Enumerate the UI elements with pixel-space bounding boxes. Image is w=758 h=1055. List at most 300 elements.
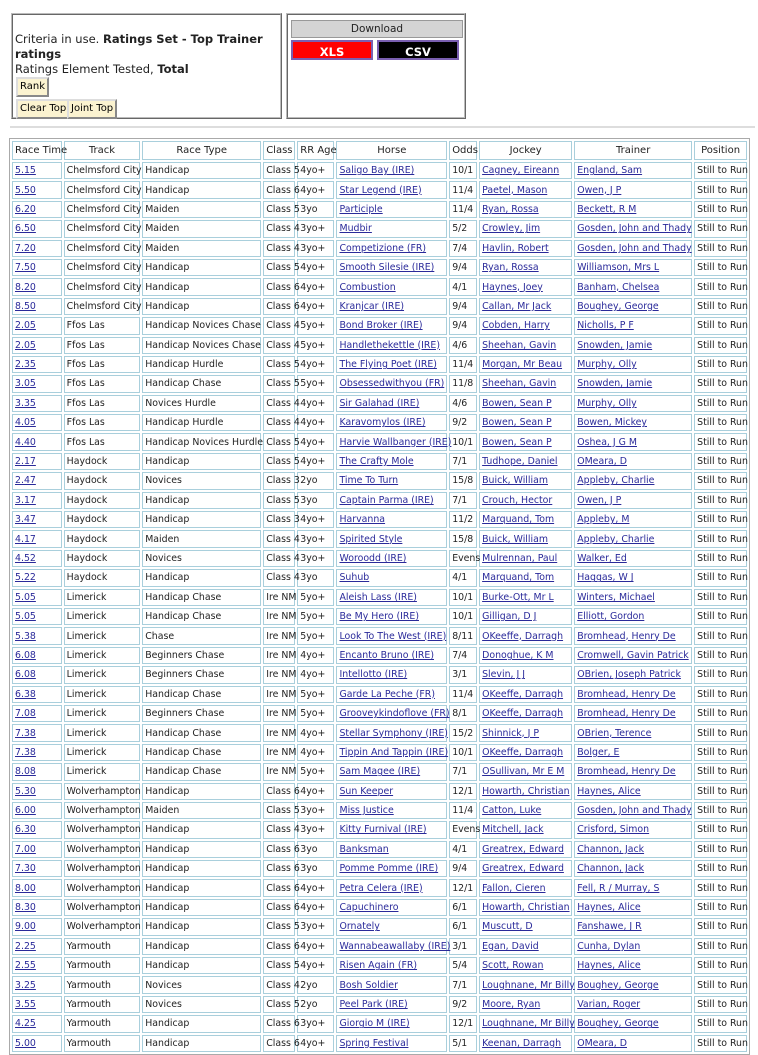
cell-horse <box>336 356 447 373</box>
trainer-link[interactable]: Bromhead, Henry De <box>577 708 676 720</box>
trainer-link[interactable]: Bromhead, Henry De <box>577 688 676 700</box>
jockey-link[interactable]: Donoghue, K M <box>482 649 554 661</box>
horse-link[interactable]: Obsessedwithyou (FR) <box>339 378 445 390</box>
cell-odds: 9/4 <box>449 860 477 877</box>
jockey-link[interactable]: OKeeffe, Darragh <box>482 688 564 700</box>
race-time-link[interactable]: 7.00 <box>15 843 36 855</box>
cell-jockey <box>479 918 572 935</box>
race-time-link[interactable]: 7.20 <box>15 242 36 254</box>
cell-position: Still to Run <box>694 627 747 644</box>
horse-link[interactable]: Harvanna <box>339 514 386 526</box>
cell-trainer <box>574 1035 692 1052</box>
cell-race-time <box>12 472 62 489</box>
cell-jockey <box>479 938 572 955</box>
trainer-link[interactable]: Appleby, M <box>577 514 630 526</box>
race-time-link[interactable]: 4.40 <box>15 436 36 448</box>
horse-link[interactable]: Petra Celera (IRE) <box>339 882 423 894</box>
jockey-link[interactable]: Morgan, Mr Beau <box>482 359 563 371</box>
jockey-link[interactable]: Fallon, Cieren <box>482 882 546 894</box>
race-time-link[interactable]: 5.00 <box>15 1037 36 1049</box>
horse-link[interactable]: Kranjcar (IRE) <box>339 300 405 312</box>
jockey-link[interactable]: Gilligan, D J <box>482 611 537 623</box>
cell-trainer <box>574 976 692 993</box>
jockey-link[interactable]: Mitchell, Jack <box>482 824 544 836</box>
cell-track: Wolverhampton <box>64 821 141 838</box>
race-time-link[interactable]: 6.30 <box>15 824 36 836</box>
cell-track: Ffos Las <box>64 356 141 373</box>
trainer-link[interactable]: Cunha, Dylan <box>577 940 641 952</box>
cell-trainer <box>574 298 692 315</box>
cell-jockey <box>479 686 572 703</box>
cell-rr-age: 3yo+ <box>297 220 334 237</box>
horse-link[interactable]: Giorgio M (IRE) <box>339 1018 410 1030</box>
race-time-link[interactable]: 9.00 <box>15 921 36 933</box>
trainer-link[interactable]: Cromwell, Gavin Patrick <box>577 649 689 661</box>
trainer-link[interactable]: OMeara, D <box>577 1037 627 1049</box>
race-time-link[interactable]: 7.38 <box>15 727 36 739</box>
table-row <box>12 259 747 276</box>
cell-race-time <box>12 841 62 858</box>
cell-race-time <box>12 899 62 916</box>
jockey-link[interactable]: Loughnane, Mr Billy <box>482 979 575 991</box>
jockey-link[interactable]: Catton, Luke <box>482 805 542 817</box>
jockey-link[interactable]: Loughnane, Mr Billy <box>482 1018 575 1030</box>
race-time-link[interactable]: 3.47 <box>15 514 36 526</box>
cell-jockey <box>479 647 572 664</box>
jockey-link[interactable]: Haynes, Joey <box>482 281 543 293</box>
cell-jockey <box>479 841 572 858</box>
cell-trainer <box>574 259 692 276</box>
trainer-link[interactable]: Haynes, Alice <box>577 785 641 797</box>
cell-class: Class 6 <box>263 298 295 315</box>
cell-position: Still to Run <box>694 162 747 179</box>
trainer-link[interactable]: Winters, Michael <box>577 591 655 603</box>
xls-download-button[interactable]: XLS <box>291 40 373 60</box>
race-time-link[interactable]: 7.30 <box>15 863 36 875</box>
trainer-link[interactable]: OBrien, Terence <box>577 727 652 739</box>
horse-link[interactable]: Garde La Peche (FR) <box>339 688 435 700</box>
cell-horse <box>336 278 447 295</box>
cell-race-time <box>12 938 62 955</box>
cell-trainer <box>574 472 692 489</box>
horse-link[interactable]: Harvie Wallbanger (IRE) <box>339 436 452 448</box>
race-time-link[interactable]: 2.35 <box>15 359 36 371</box>
race-time-link[interactable]: 2.25 <box>15 940 36 952</box>
cell-rr-age: 2yo <box>297 976 334 993</box>
horse-link[interactable]: Intellotto (IRE) <box>339 669 408 681</box>
cell-odds: 11/4 <box>449 802 477 819</box>
trainer-link[interactable]: Crisford, Simon <box>577 824 650 836</box>
trainer-link[interactable]: Haynes, Alice <box>577 960 641 972</box>
jockey-link[interactable]: Burke-Ott, Mr L <box>482 591 554 603</box>
horse-link[interactable]: Sun Keeper <box>339 785 394 797</box>
trainer-link[interactable]: Snowden, Jamie <box>577 339 653 351</box>
horse-link[interactable]: Peel Park (IRE) <box>339 998 408 1010</box>
horse-link[interactable]: Sir Galahad (IRE) <box>339 397 420 409</box>
trainer-link[interactable]: Appleby, Charlie <box>577 475 655 487</box>
trainer-link[interactable]: Owen, J P <box>577 494 622 506</box>
cell-jockey <box>479 666 572 683</box>
race-time-link[interactable]: 3.35 <box>15 397 36 409</box>
cell-position: Still to Run <box>694 647 747 664</box>
jockey-link[interactable]: Slevin, J J <box>482 669 525 681</box>
horse-link[interactable]: Pomme Pomme (IRE) <box>339 863 439 875</box>
horse-link[interactable]: Star Legend (IRE) <box>339 184 422 196</box>
cell-race-time <box>12 608 62 625</box>
horse-link[interactable]: Grooveykindoflove (FR) <box>339 708 450 720</box>
cell-class: Class 5 <box>263 918 295 935</box>
race-time-link[interactable]: 4.52 <box>15 553 36 564</box>
jockey-link[interactable]: Cobden, Harry <box>482 320 550 332</box>
jockey-link[interactable]: Callan, Mr Jack <box>482 300 552 312</box>
cell-horse <box>336 220 447 237</box>
cell-jockey <box>479 589 572 606</box>
cell-jockey <box>479 705 572 722</box>
cell-race-time <box>12 647 62 664</box>
cell-horse <box>336 705 450 722</box>
table-row <box>12 511 747 528</box>
cell-race-type: Handicap <box>142 511 261 528</box>
race-time-link[interactable]: 6.08 <box>15 669 36 681</box>
cell-class: Class 4 <box>263 414 295 431</box>
jockey-link[interactable]: Marquand, Tom <box>482 572 555 584</box>
horse-link[interactable]: Encanto Bruno (IRE) <box>339 649 434 661</box>
trainer-link[interactable]: Boughey, George <box>577 1018 659 1030</box>
table-row <box>12 647 747 664</box>
cell-class: Ire NM <box>263 627 295 644</box>
cell-odds: 11/4 <box>449 181 477 198</box>
cell-track: Wolverhampton <box>64 783 141 800</box>
cell-position: Still to Run <box>694 957 747 974</box>
trainer-link[interactable]: Bromhead, Henry De <box>577 630 676 642</box>
cell-odds: 3/1 <box>449 938 477 955</box>
horse-link[interactable]: Woroodd (IRE) <box>339 553 407 564</box>
trainer-link[interactable]: OBrien, Joseph Patrick <box>577 669 681 681</box>
trainer-link[interactable]: Channon, Jack <box>577 863 645 875</box>
cell-position: Still to Run <box>694 860 747 877</box>
horse-link[interactable]: Spring Festival <box>339 1037 409 1049</box>
jockey-link[interactable]: Sheehan, Gavin <box>482 339 557 351</box>
cell-rr-age: 4yo+ <box>297 647 334 664</box>
race-time-link[interactable]: 3.05 <box>15 378 36 390</box>
trainer-link[interactable]: Bromhead, Henry De <box>577 766 676 778</box>
cell-track: Haydock <box>64 550 141 567</box>
horse-link[interactable]: Time To Turn <box>339 475 399 487</box>
horse-link[interactable]: Spirited Style <box>339 533 403 545</box>
cell-jockey <box>479 433 572 450</box>
trainer-link[interactable]: Boughey, George <box>577 300 659 312</box>
cell-race-type: Maiden <box>142 802 261 819</box>
horse-link[interactable]: Mudbir <box>339 223 372 235</box>
jockey-link[interactable]: OKeeffe, Darragh <box>482 708 564 720</box>
cell-rr-age: 2yo <box>297 472 334 489</box>
jockey-link[interactable]: Egan, David <box>482 940 539 952</box>
cell-horse <box>336 899 447 916</box>
race-time-link[interactable]: 5.05 <box>15 611 36 623</box>
race-time-link[interactable]: 3.55 <box>15 998 36 1010</box>
cell-odds: 11/2 <box>449 511 477 528</box>
jockey-link[interactable]: Paetel, Mason <box>482 184 548 196</box>
cell-odds: 11/4 <box>449 686 477 703</box>
race-time-link[interactable]: 7.08 <box>15 708 36 720</box>
jockey-link[interactable]: Crowley, Jim <box>482 223 541 235</box>
cell-rr-age: 5yo+ <box>297 705 334 722</box>
jockey-link[interactable]: OKeeffe, Darragh <box>482 630 564 642</box>
race-time-link[interactable]: 4.17 <box>15 533 36 545</box>
race-time-link[interactable]: 7.38 <box>15 746 36 758</box>
cell-horse <box>336 240 447 257</box>
cell-race-type: Beginners Chase <box>142 647 261 664</box>
header-race-time: Race Time <box>12 141 62 160</box>
cell-class: Class 5 <box>263 453 295 470</box>
cell-horse <box>336 783 447 800</box>
horse-link[interactable]: Combustion <box>339 281 396 293</box>
cell-race-type: Chase <box>142 627 261 644</box>
cell-track: Limerick <box>64 647 141 664</box>
ratings-set: Ratings Set - Top Trainer ratings <box>15 32 263 61</box>
trainer-link[interactable]: Gosden, John and Thady <box>577 223 692 235</box>
jockey-link[interactable]: Howarth, Christian <box>482 785 570 797</box>
race-time-link[interactable]: 8.30 <box>15 902 36 914</box>
trainer-link[interactable]: Fanshawe, J R <box>577 921 642 933</box>
jockey-link[interactable]: Marquand, Tom <box>482 514 555 526</box>
joint-top-button[interactable]: Joint Top <box>67 99 117 119</box>
race-time-link[interactable]: 5.05 <box>15 591 36 603</box>
cell-race-time <box>12 918 62 935</box>
race-time-link[interactable]: 5.38 <box>15 630 36 642</box>
cell-trainer <box>574 530 692 547</box>
race-time-link[interactable]: 3.17 <box>15 494 36 506</box>
header-odds: Odds <box>449 141 477 160</box>
race-time-link[interactable]: 5.15 <box>15 165 36 177</box>
cell-horse <box>336 860 447 877</box>
trainer-link[interactable]: Snowden, Jamie <box>577 378 653 390</box>
trainer-link[interactable]: Gosden, John and Thady <box>577 242 692 254</box>
trainer-link[interactable]: Banham, Chelsea <box>577 281 660 293</box>
horse-link[interactable]: Captain Parma (IRE) <box>339 494 434 506</box>
trainer-link[interactable]: Owen, J P <box>577 184 622 196</box>
cell-class: Ire NM <box>263 686 295 703</box>
horse-link[interactable]: Miss Justice <box>339 805 394 817</box>
horse-link[interactable]: Tippin And Tappin (IRE) <box>339 746 449 758</box>
jockey-link[interactable]: Buick, William <box>482 475 548 487</box>
jockey-link[interactable]: Bowen, Sean P <box>482 397 552 409</box>
cell-track: Yarmouth <box>64 938 141 955</box>
jockey-link[interactable]: Ryan, Rossa <box>482 203 539 215</box>
jockey-link[interactable]: Greatrex, Edward <box>482 843 564 855</box>
cell-jockey <box>479 550 572 567</box>
race-time-link[interactable]: 2.55 <box>15 960 36 972</box>
jockey-link[interactable]: Bowen, Sean P <box>482 436 552 448</box>
cell-odds: 12/1 <box>449 1015 477 1032</box>
cell-horse <box>336 608 447 625</box>
cell-track: Wolverhampton <box>64 899 141 916</box>
race-time-link[interactable]: 7.50 <box>15 262 36 274</box>
horse-link[interactable]: The Flying Poet (IRE) <box>339 359 437 371</box>
jockey-link[interactable]: Muscutt, D <box>482 921 533 933</box>
jockey-link[interactable]: Howarth, Christian <box>482 902 570 914</box>
jockey-link[interactable]: Bowen, Sean P <box>482 417 552 429</box>
rank-button[interactable]: Rank <box>16 77 49 97</box>
cell-trainer <box>574 181 692 198</box>
trainer-link[interactable]: Walker, Ed <box>577 553 627 564</box>
trainer-link[interactable]: Haggas, W J <box>577 572 634 584</box>
cell-jockey <box>479 414 572 431</box>
jockey-link[interactable]: Havlin, Robert <box>482 242 549 254</box>
trainer-link[interactable]: Elliott, Gordon <box>577 611 645 623</box>
jockey-link[interactable]: Crouch, Hector <box>482 494 553 506</box>
cell-class: Ire NM <box>263 647 295 664</box>
cell-trainer <box>574 589 692 606</box>
trainer-link[interactable]: Varian, Roger <box>577 998 641 1010</box>
cell-trainer <box>574 220 692 237</box>
header-class: Class <box>263 141 295 160</box>
jockey-link[interactable]: Scott, Rowan <box>482 960 544 972</box>
race-time-link[interactable]: 8.50 <box>15 300 36 312</box>
race-time-link[interactable]: 5.30 <box>15 785 36 797</box>
race-time-link[interactable]: 3.25 <box>15 979 36 991</box>
cell-race-time <box>12 783 62 800</box>
race-time-link[interactable]: 6.00 <box>15 805 36 817</box>
horse-link[interactable]: Saligo Bay (IRE) <box>339 165 415 177</box>
cell-odds: Evens <box>449 550 477 567</box>
clear-top-button[interactable]: Clear Top <box>16 99 70 119</box>
trainer-link[interactable]: Fell, R / Murray, S <box>577 882 660 894</box>
trainer-link[interactable]: England, Sam <box>577 165 643 177</box>
horse-link[interactable]: Capuchinero <box>339 902 399 914</box>
race-time-link[interactable]: 8.08 <box>15 766 36 778</box>
cell-jockey <box>479 356 572 373</box>
cell-odds: 4/1 <box>449 278 477 295</box>
horse-link[interactable]: Suhub <box>339 572 370 584</box>
cell-trainer <box>574 841 692 858</box>
trainer-link[interactable]: Bolger, E <box>577 746 620 758</box>
horse-link[interactable]: Karavomylos (IRE) <box>339 417 426 429</box>
horse-link[interactable]: Wannabeawallaby (IRE) <box>339 940 451 952</box>
jockey-link[interactable]: Buick, William <box>482 533 548 545</box>
table-row <box>12 433 747 450</box>
table-row <box>12 666 747 683</box>
race-time-link[interactable]: 4.05 <box>15 417 36 429</box>
cell-horse <box>336 957 447 974</box>
race-time-link[interactable]: 6.20 <box>15 203 36 215</box>
trainer-link[interactable]: Appleby, Charlie <box>577 533 655 545</box>
cell-jockey <box>479 472 572 489</box>
horse-link[interactable]: Look To The West (IRE) <box>339 630 447 642</box>
race-time-link[interactable]: 5.22 <box>15 572 36 584</box>
cell-trainer <box>574 957 692 974</box>
trainer-link[interactable]: Murphy, Olly <box>577 397 637 409</box>
trainer-link[interactable]: Haynes, Alice <box>577 902 641 914</box>
race-time-link[interactable]: 4.25 <box>15 1018 36 1030</box>
cell-odds: 5/1 <box>449 1035 477 1052</box>
horse-link[interactable]: The Crafty Mole <box>339 456 414 468</box>
horse-link[interactable]: Risen Again (FR) <box>339 960 418 972</box>
cell-race-type: Handicap <box>142 841 261 858</box>
jockey-link[interactable]: Tudhope, Daniel <box>482 456 558 468</box>
cell-race-time <box>12 433 62 450</box>
cell-rr-age: 4yo+ <box>297 511 334 528</box>
horse-link[interactable]: Smooth Silesie (IRE) <box>339 262 435 274</box>
race-time-link[interactable]: 2.47 <box>15 475 36 487</box>
jockey-link[interactable]: Sheehan, Gavin <box>482 378 557 390</box>
trainer-link[interactable]: Boughey, George <box>577 979 659 991</box>
jockey-link[interactable]: Shinnick, J P <box>482 727 540 739</box>
race-time-link[interactable]: 5.50 <box>15 184 36 196</box>
cell-track: Limerick <box>64 608 141 625</box>
horse-link[interactable]: Aleish Lass (IRE) <box>339 591 417 603</box>
cell-race-type: Maiden <box>142 240 261 257</box>
cell-rr-age: 5yo+ <box>297 763 334 780</box>
trainer-link[interactable]: Gosden, John and Thady <box>577 805 692 817</box>
race-time-link[interactable]: 2.05 <box>15 320 36 332</box>
cell-track: Limerick <box>64 589 141 606</box>
trainer-link[interactable]: Channon, Jack <box>577 843 645 855</box>
cell-class: Class 5 <box>263 996 295 1013</box>
race-time-link[interactable]: 6.50 <box>15 223 36 235</box>
cell-class: Class 5 <box>263 356 295 373</box>
jockey-link[interactable]: Keenan, Darragh <box>482 1037 562 1049</box>
trainer-link[interactable]: OMeara, D <box>577 456 627 468</box>
trainer-link[interactable]: Nicholls, P F <box>577 320 634 332</box>
cell-rr-age: 3yo+ <box>297 1015 334 1032</box>
horse-link[interactable]: Participle <box>339 203 383 215</box>
trainer-link[interactable]: Williamson, Mrs L <box>577 262 660 274</box>
jockey-link[interactable]: OKeeffe, Darragh <box>482 746 564 758</box>
race-time-link[interactable]: 2.05 <box>15 339 36 351</box>
cell-horse <box>336 569 447 586</box>
cell-jockey <box>479 763 572 780</box>
jockey-link[interactable]: Ryan, Rossa <box>482 262 539 274</box>
trainer-link[interactable]: Murphy, Olly <box>577 359 637 371</box>
race-time-link[interactable]: 8.20 <box>15 281 36 293</box>
cell-race-time <box>12 802 62 819</box>
cell-race-time <box>12 627 62 644</box>
jockey-link[interactable]: OSullivan, Mr E M <box>482 766 565 778</box>
horse-link[interactable]: Sam Magee (IRE) <box>339 766 421 778</box>
horse-link[interactable]: Bond Broker (IRE) <box>339 320 423 332</box>
cell-odds: 7/1 <box>449 976 477 993</box>
horse-link[interactable]: Bosh Soldier <box>339 979 398 991</box>
cell-track: Haydock <box>64 530 141 547</box>
cell-race-type: Maiden <box>142 201 261 218</box>
cell-odds: 9/2 <box>449 996 477 1013</box>
criteria-panel <box>11 13 282 119</box>
jockey-link[interactable]: Mulrennan, Paul <box>482 553 558 564</box>
jockey-link[interactable]: Greatrex, Edward <box>482 863 564 875</box>
horse-link[interactable]: Ornately <box>339 921 380 933</box>
race-time-link[interactable]: 2.17 <box>15 456 36 468</box>
race-time-link[interactable]: 6.08 <box>15 649 36 661</box>
csv-download-button[interactable]: CSV <box>377 40 459 60</box>
cell-jockey <box>479 511 572 528</box>
horse-link[interactable]: Handlethekettle (IRE) <box>339 339 441 351</box>
cell-rr-age: 5yo+ <box>297 686 334 703</box>
race-time-link[interactable]: 6.38 <box>15 688 36 700</box>
trainer-link[interactable]: Beckett, R M <box>577 203 637 215</box>
horse-link[interactable]: Be My Hero (IRE) <box>339 611 419 623</box>
cell-rr-age: 4yo+ <box>297 783 334 800</box>
horse-link[interactable]: Banksman <box>339 843 389 855</box>
jockey-link[interactable]: Cagney, Eireann <box>482 165 560 177</box>
race-time-link[interactable]: 8.00 <box>15 882 36 894</box>
horse-link[interactable]: Kitty Furnival (IRE) <box>339 824 427 836</box>
trainer-link[interactable]: Oshea, J G M <box>577 436 637 448</box>
jockey-link[interactable]: Moore, Ryan <box>482 998 541 1010</box>
horse-link[interactable]: Competizione (FR) <box>339 242 427 254</box>
horse-link[interactable]: Stellar Symphony (IRE) <box>339 727 448 739</box>
trainer-link[interactable]: Bowen, Mickey <box>577 417 647 429</box>
